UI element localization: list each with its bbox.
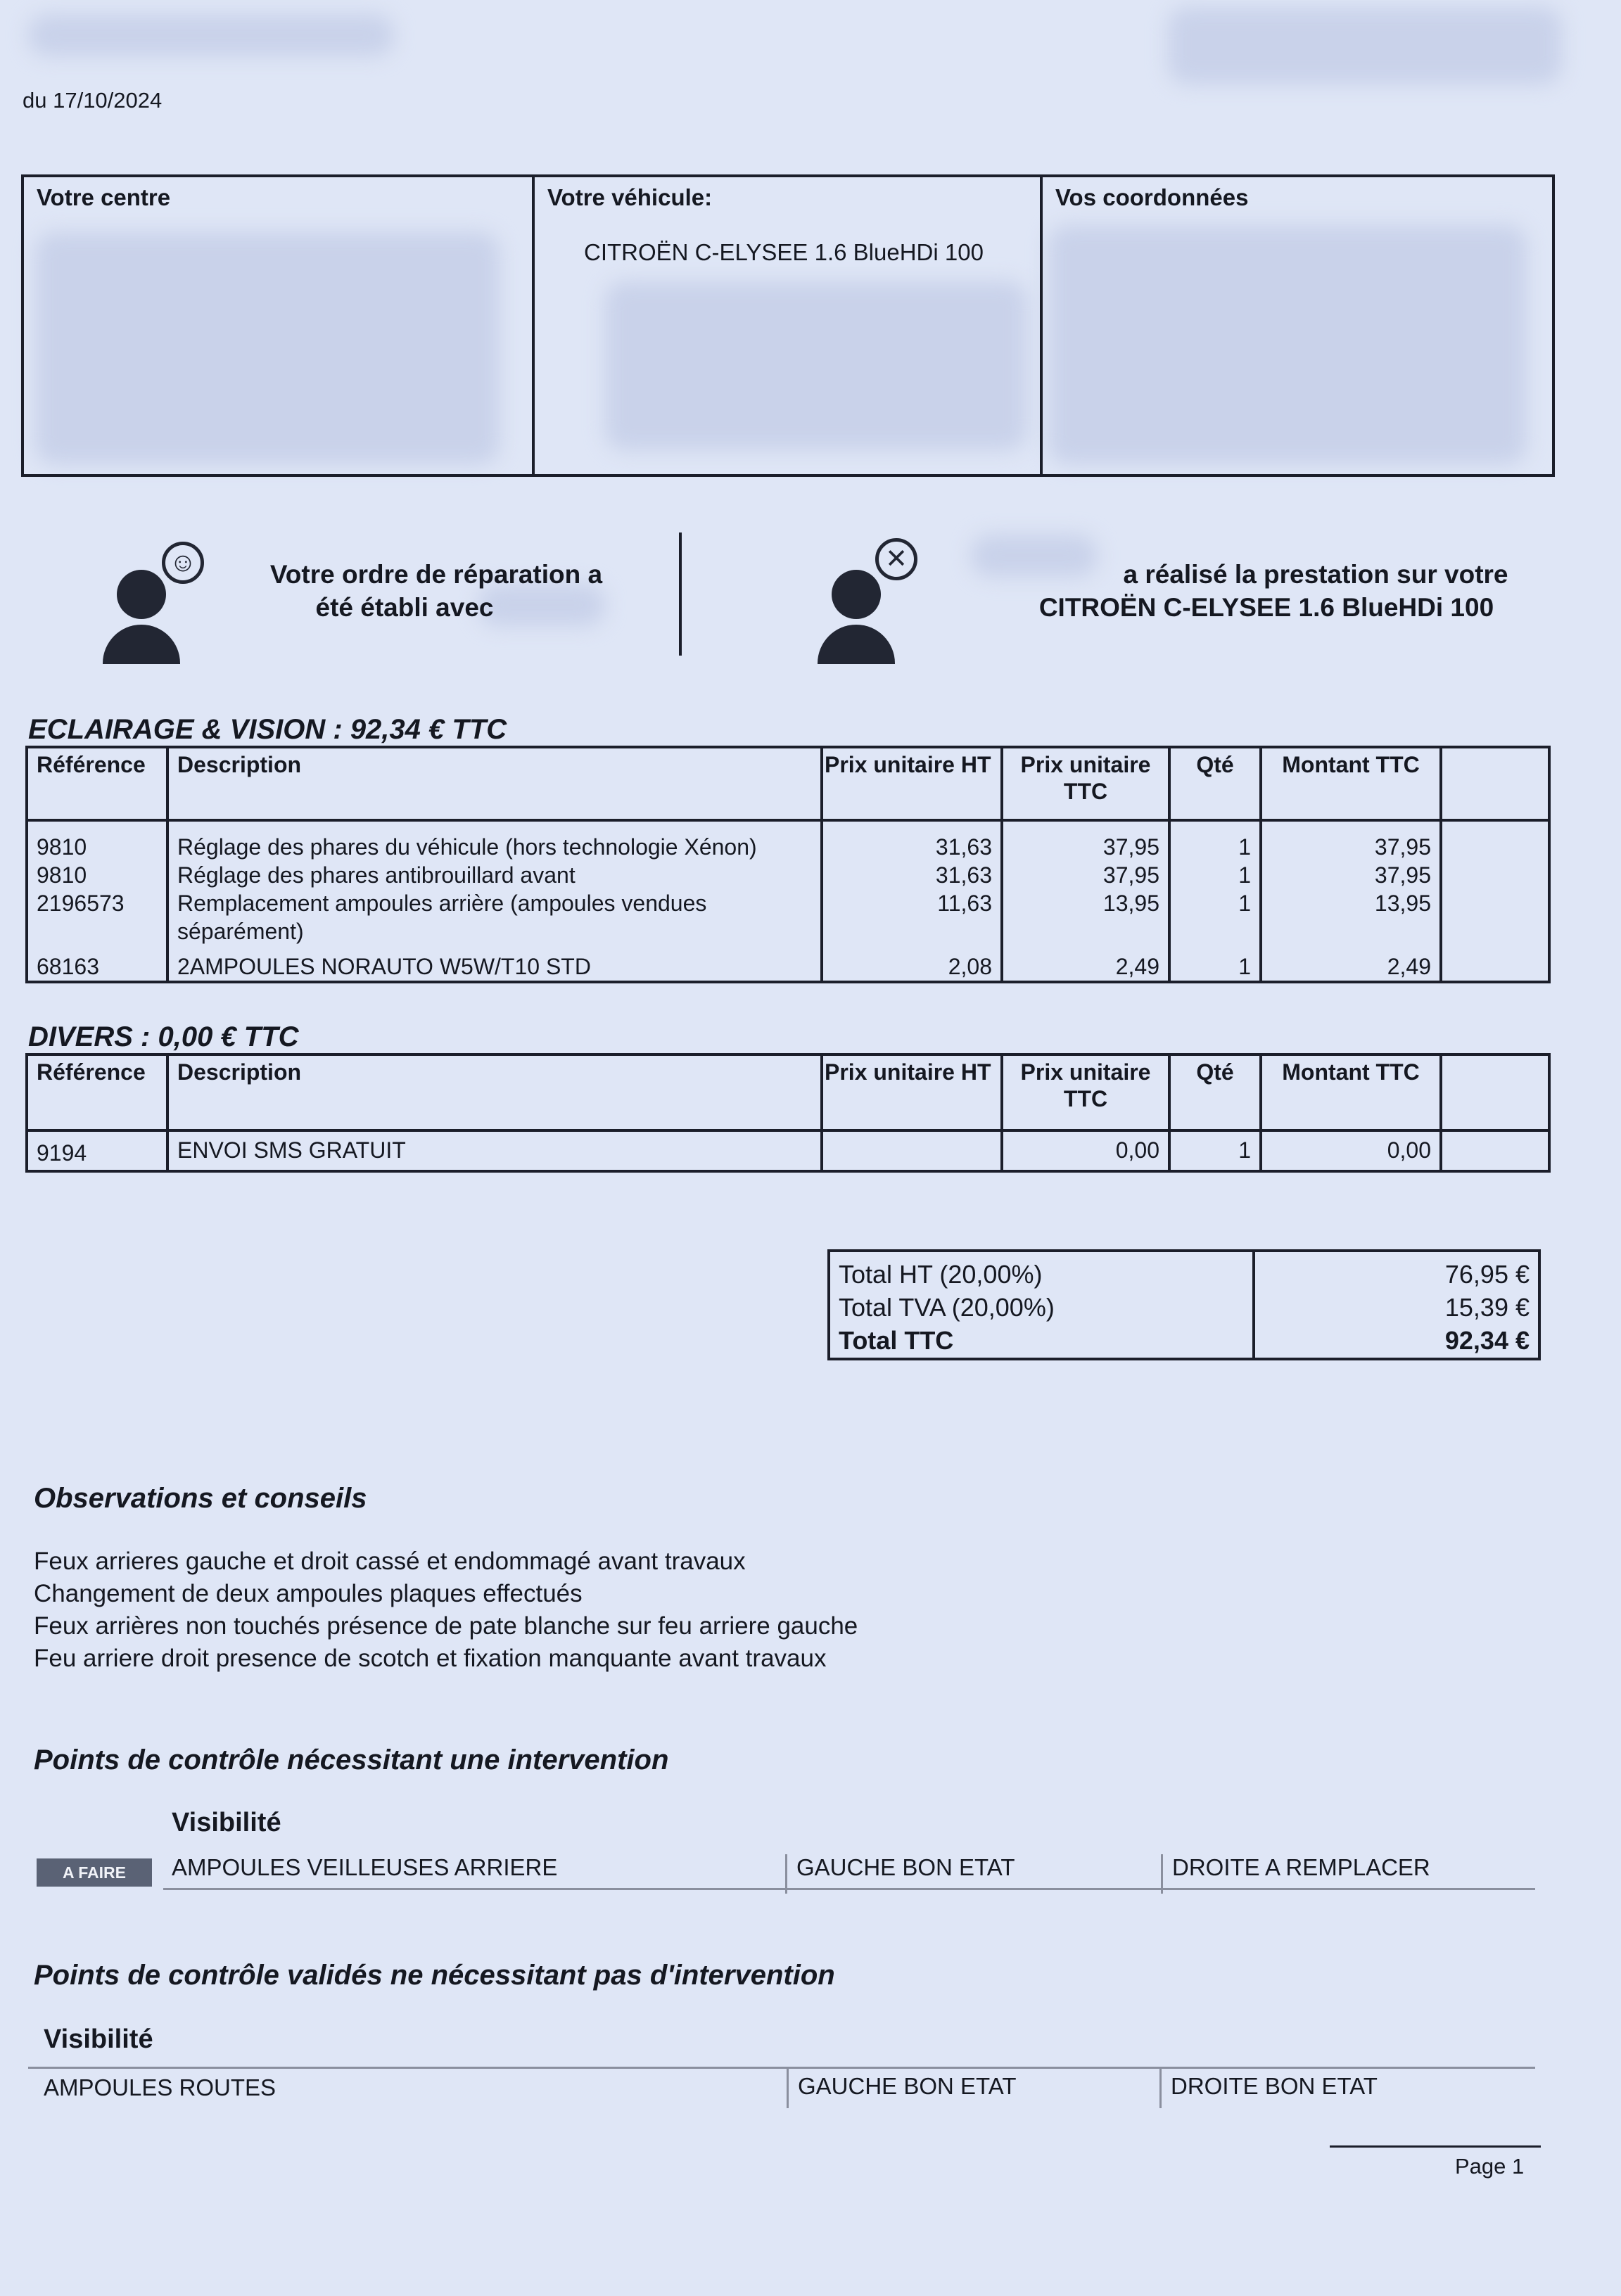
prestation-line2: CITROËN C-ELYSEE 1.6 BlueHDi 100: [1038, 593, 1494, 622]
col-empty: [1441, 1054, 1549, 1130]
total-ttc-label: Total TTC: [839, 1326, 954, 1355]
col-qte: Qté: [1169, 1054, 1261, 1130]
totals-values: [1255, 1252, 1538, 1358]
eclairage-table: [25, 746, 1551, 983]
intervention-item: AMPOULES VEILLEUSES ARRIERE: [172, 1854, 558, 1880]
col-pu-ht: Prix unitaire HT: [822, 747, 1002, 820]
row-empty: [1441, 945, 1549, 982]
row-separator: [1159, 2069, 1162, 2108]
row-desc: Remplacement ampoules arrière (ampoules vendues séparément): [167, 889, 822, 945]
intervention-gauche: GAUCHE BON ETAT: [796, 1854, 1015, 1880]
table-header: [27, 1054, 1549, 1130]
row-desc: ENVOI SMS GRATUIT: [167, 1130, 822, 1171]
banner-divider: [679, 532, 682, 656]
row-desc: Réglage des phares antibrouillard avant: [167, 861, 822, 889]
mechanic-person-icon: ✕: [816, 538, 929, 654]
table-row: [27, 945, 1549, 982]
table-row: [27, 820, 1549, 861]
row-montant: 2,49: [1261, 945, 1441, 982]
row-empty: [1441, 861, 1549, 889]
row-desc: 2AMPOULES NORAUTO W5W/T10 STD: [167, 945, 822, 982]
customer-person-icon: ☺: [101, 542, 214, 654]
page-number: Page 1: [1455, 2154, 1525, 2179]
row-ref: 9810: [27, 820, 167, 861]
row-qte: 1: [1169, 945, 1261, 982]
footer-line: [1330, 2145, 1541, 2148]
col-montant: Montant TTC: [1261, 747, 1441, 820]
row-empty: [1441, 889, 1549, 945]
row-pu-ht: 11,63: [822, 889, 1002, 945]
row-pu-ttc: 13,95: [1002, 889, 1169, 945]
col-qte: Qté: [1169, 747, 1261, 820]
valides-group: Visibilité: [44, 2024, 153, 2054]
ordre-text: [239, 558, 633, 624]
row-qte: 1: [1169, 889, 1261, 945]
divers-table: [25, 1053, 1551, 1173]
row-montant: 13,95: [1261, 889, 1441, 945]
divers-title: DIVERS : 0,00 € TTC: [28, 1021, 299, 1052]
row-pu-ttc: 0,00: [1002, 1130, 1169, 1171]
intervention-droite: DROITE A REMPLACER: [1172, 1854, 1430, 1880]
row-ref: 68163: [27, 945, 167, 982]
total-tva-value: 15,39 €: [1444, 1293, 1530, 1322]
col-pu-ht: Prix unitaire HT: [822, 1054, 1002, 1130]
ordre-line2: été établi avec: [315, 593, 494, 622]
row-montant: 37,95: [1261, 820, 1441, 861]
col-desc: Description: [167, 1054, 822, 1130]
col-desc: Description: [167, 747, 822, 820]
eclairage-title: ECLAIRAGE & VISION : 92,34 € TTC: [28, 714, 507, 745]
table-row: [27, 861, 1549, 889]
col-montant: Montant TTC: [1261, 1054, 1441, 1130]
row-pu-ht: 31,63: [822, 820, 1002, 861]
row-pu-ht: 2,08: [822, 945, 1002, 982]
row-qte: 1: [1169, 1130, 1261, 1171]
row-pu-ht: 31,63: [822, 861, 1002, 889]
ordre-line1: Votre ordre de réparation a: [269, 560, 603, 589]
centre-box: [24, 177, 535, 474]
col-empty: [1441, 747, 1549, 820]
intervention-group: Visibilité: [172, 1808, 281, 1837]
row-desc: Réglage des phares du véhicule (hors technologie Xénon): [167, 820, 822, 861]
row-separator: [1161, 1854, 1163, 1894]
table-row: [27, 1130, 1549, 1171]
valides-droite: DROITE BON ETAT: [1171, 2073, 1378, 2099]
totals-box: [827, 1249, 1541, 1360]
row-montant: 0,00: [1261, 1130, 1441, 1171]
observation-line: Feux arrieres gauche et droit cassé et endommagé avant travaux: [34, 1548, 746, 1575]
document-date: du 17/10/2024: [23, 88, 163, 113]
prestation-text: [1006, 558, 1527, 624]
row-ref: 2196573: [27, 889, 167, 945]
col-pu-ttc: Prix unitaire TTC: [1002, 1054, 1169, 1130]
observations-title: Observations et conseils: [34, 1483, 367, 1514]
total-ht-label: Total HT (20,00%): [839, 1260, 1043, 1289]
row-ref: 9194: [27, 1130, 167, 1171]
a-faire-badge: A FAIRE: [37, 1858, 152, 1887]
intervention-title: Points de contrôle nécessitant une intervention: [34, 1745, 669, 1775]
row-ref: 9810: [27, 861, 167, 889]
total-ttc-value: 92,34 €: [1444, 1326, 1530, 1355]
total-ht-value: 76,95 €: [1444, 1260, 1530, 1289]
observation-line: Changement de deux ampoules plaques effectués: [34, 1580, 583, 1607]
row-separator: [787, 2069, 789, 2108]
table-row: [27, 889, 1549, 945]
total-tva-label: Total TVA (20,00%): [839, 1293, 1055, 1322]
row-montant: 37,95: [1261, 861, 1441, 889]
col-pu-ttc: Prix unitaire TTC: [1002, 747, 1169, 820]
info-boxes: [21, 174, 1555, 477]
valides-title: Points de contrôle validés ne nécessitant pas d'intervention: [34, 1960, 835, 1991]
row-pu-ttc: 37,95: [1002, 861, 1169, 889]
valides-item: AMPOULES ROUTES: [44, 2074, 276, 2100]
row-qte: 1: [1169, 861, 1261, 889]
redacted-header-left: [28, 14, 394, 56]
row-pu-ttc: 37,95: [1002, 820, 1169, 861]
redacted-header-right: [1168, 7, 1562, 84]
observation-line: Feux arrières non touchés présence de pate blanche sur feu arriere gauche: [34, 1612, 858, 1640]
row-separator: [785, 1854, 787, 1894]
observation-line: Feu arriere droit presence de scotch et fixation manquante avant travaux: [34, 1645, 827, 1672]
prestation-line1: a réalisé la prestation sur votre: [1123, 560, 1508, 589]
observations-list: [34, 1545, 858, 1675]
vehicle-box: [535, 177, 1043, 474]
row-empty: [1441, 820, 1549, 861]
coordonnees-box: [1043, 177, 1552, 474]
valides-gauche: GAUCHE BON ETAT: [798, 2073, 1017, 2099]
valides-row: [28, 2067, 1535, 2107]
row-qte: 1: [1169, 820, 1261, 861]
vehicle-value: CITROËN C-ELYSEE 1.6 BlueHDi 100: [584, 239, 984, 265]
vehicle-label: Votre véhicule:: [547, 184, 713, 210]
row-empty: [1441, 1130, 1549, 1171]
col-ref: Référence: [27, 747, 167, 820]
intervention-row: [163, 1854, 1535, 1890]
row-pu-ttc: 2,49: [1002, 945, 1169, 982]
totals-labels: [830, 1252, 1255, 1358]
coordonnees-label: Vos coordonnées: [1055, 184, 1249, 210]
centre-label: Votre centre: [37, 184, 171, 210]
row-pu-ht: [822, 1130, 1002, 1171]
table-header: [27, 747, 1549, 820]
col-ref: Référence: [27, 1054, 167, 1130]
